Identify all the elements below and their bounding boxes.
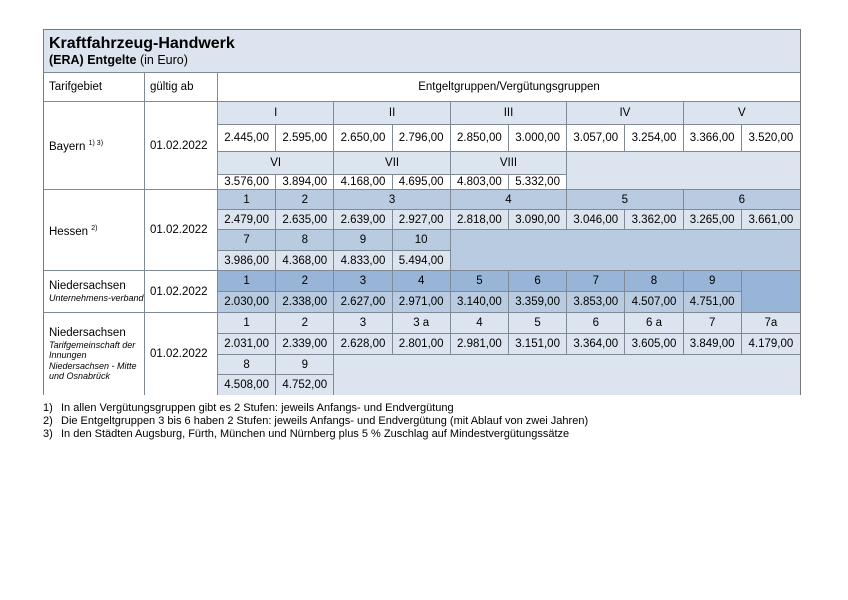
group-label: II (334, 102, 450, 125)
salary-value: 2.338,00 (276, 292, 334, 313)
salary-value: 3.140,00 (451, 292, 509, 313)
footnote-text: In den Städten Augsburg, Fürth, München und Nürnberg plus 5 % Zuschlag auf Mindestvergütungssätze (61, 428, 570, 440)
salary-value: 3.254,00 (625, 125, 683, 152)
salary-value: 4.168,00 (334, 175, 392, 190)
valid-date: 01.02.2022 (145, 271, 218, 313)
salary-value: 2.595,00 (276, 125, 334, 152)
region-bayern (44, 102, 145, 190)
group-label: 7 (218, 230, 276, 251)
empty-cell (451, 230, 800, 271)
empty-cell (567, 152, 800, 190)
group-label: 5 (509, 313, 567, 334)
group-label: 6 (567, 313, 625, 334)
salary-table (43, 29, 801, 395)
salary-value: 2.981,00 (451, 334, 509, 355)
group-label: 5 (451, 271, 509, 292)
salary-value: 3.364,00 (567, 334, 625, 355)
region-hessen (44, 190, 145, 271)
salary-value: 2.850,00 (451, 125, 509, 152)
group-label: VII (334, 152, 450, 175)
salary-value: 3.090,00 (509, 210, 567, 230)
group-label: 5 (567, 190, 683, 210)
salary-value: 2.479,00 (218, 210, 276, 230)
group-label: IV (567, 102, 683, 125)
region-name: Niedersachsen (49, 326, 126, 339)
footnotes (43, 402, 588, 441)
salary-value: 3.986,00 (218, 251, 276, 271)
salary-value: 2.627,00 (334, 292, 392, 313)
valid-date: 01.02.2022 (145, 190, 218, 271)
group-label: I (218, 102, 334, 125)
salary-value: 3.661,00 (742, 210, 800, 230)
salary-value: 3.265,00 (684, 210, 742, 230)
header-entgeltgruppen: Entgeltgruppen/Vergütungsgruppen (218, 73, 800, 102)
region-name: Bayern (49, 140, 86, 153)
salary-value: 4.179,00 (742, 334, 800, 355)
subtitle-rest: (in Euro) (136, 53, 188, 67)
salary-value: 2.628,00 (334, 334, 392, 355)
group-label: 7 (567, 271, 625, 292)
empty-cell (334, 355, 800, 395)
salary-value: 4.508,00 (218, 375, 276, 395)
salary-value: 3.605,00 (625, 334, 683, 355)
footnote-number: 2) (43, 415, 53, 427)
page-subtitle (49, 53, 800, 68)
salary-value: 4.751,00 (684, 292, 742, 313)
group-label: 8 (218, 355, 276, 375)
footnote-number: 1) (43, 402, 53, 414)
group-label: 7 (684, 313, 742, 334)
salary-value: 4.803,00 (451, 175, 509, 190)
header-gueltig-ab: gültig ab (145, 73, 218, 102)
group-label: 6 (684, 190, 800, 210)
subtitle-bold: (ERA) Entgelte (49, 53, 137, 67)
group-label: 1 (218, 271, 276, 292)
salary-value: 3.362,00 (625, 210, 683, 230)
salary-value: 3.359,00 (509, 292, 567, 313)
salary-value: 2.650,00 (334, 125, 392, 152)
salary-value: 3.366,00 (684, 125, 742, 152)
group-label: 3 (334, 190, 450, 210)
salary-value: 2.031,00 (218, 334, 276, 355)
salary-value: 3.853,00 (567, 292, 625, 313)
group-label: 8 (625, 271, 683, 292)
group-label: 7a (742, 313, 800, 334)
valid-date: 01.02.2022 (145, 102, 218, 190)
group-label: 1 (218, 190, 276, 210)
region-subtitle: Unternehmens-verband (49, 292, 144, 303)
group-label: 2 (276, 190, 334, 210)
salary-value: 3.894,00 (276, 175, 334, 190)
group-label: 9 (684, 271, 742, 292)
salary-value: 2.971,00 (393, 292, 451, 313)
salary-value: 3.000,00 (509, 125, 567, 152)
salary-value: 3.576,00 (218, 175, 276, 190)
group-label: VI (218, 152, 334, 175)
group-label: 3 (334, 271, 392, 292)
region-niedersachsen-uv (44, 271, 145, 313)
group-label: 9 (276, 355, 334, 375)
region-name: Hessen (49, 225, 88, 238)
group-label: 3 a (393, 313, 451, 334)
footnote-number: 3) (43, 428, 53, 440)
group-label: 2 (276, 313, 334, 334)
footnote-ref: 1) 3) (88, 140, 104, 148)
salary-value: 2.339,00 (276, 334, 334, 355)
footnote (43, 415, 588, 428)
salary-value: 2.445,00 (218, 125, 276, 152)
group-label: 9 (334, 230, 392, 251)
group-label: 10 (393, 230, 451, 251)
region-subtitle: Tarifgemeinschaft der Innungen Niedersachsen - Mitte und Osnabrück (49, 339, 137, 381)
salary-value: 2.796,00 (393, 125, 451, 152)
group-label: 1 (218, 313, 276, 334)
salary-value: 3.046,00 (567, 210, 625, 230)
salary-value: 3.520,00 (742, 125, 800, 152)
salary-value: 3.057,00 (567, 125, 625, 152)
group-label: III (451, 102, 567, 125)
region-niedersachsen-ti (44, 313, 145, 395)
group-label: 6 (509, 271, 567, 292)
salary-value: 3.151,00 (509, 334, 567, 355)
salary-value: 2.639,00 (334, 210, 392, 230)
group-label: 4 (451, 190, 567, 210)
page-title: Kraftfahrzeug-Handwerk (49, 35, 235, 52)
salary-value: 5.332,00 (509, 175, 567, 190)
header-tarifgebiet: Tarifgebiet (44, 73, 145, 102)
empty-cell (742, 271, 800, 313)
salary-value: 4.507,00 (625, 292, 683, 313)
footnote-text: Die Entgeltgruppen 3 bis 6 haben 2 Stufen: jeweils Anfangs- und Endvergütung (mit Ablauf von zwei Jahren) (61, 415, 589, 427)
salary-value: 3.849,00 (684, 334, 742, 355)
salary-value: 2.818,00 (451, 210, 509, 230)
salary-value: 2.030,00 (218, 292, 276, 313)
group-label: 4 (451, 313, 509, 334)
group-label: VIII (451, 152, 567, 175)
group-label: 8 (276, 230, 334, 251)
salary-value: 2.927,00 (393, 210, 451, 230)
group-label: 3 (334, 313, 392, 334)
footnote-text: In allen Vergütungsgruppen gibt es 2 Stufen: jeweils Anfangs- und Endvergütung (61, 402, 454, 414)
salary-value: 2.801,00 (393, 334, 451, 355)
footnote (43, 428, 588, 441)
group-label: 4 (393, 271, 451, 292)
valid-date: 01.02.2022 (145, 313, 218, 395)
group-label: 6 a (625, 313, 683, 334)
region-name: Niedersachsen (49, 279, 126, 292)
salary-value: 5.494,00 (393, 251, 451, 271)
salary-value: 4.752,00 (276, 375, 334, 395)
group-label: V (684, 102, 800, 125)
table-title-block (44, 30, 800, 73)
salary-value: 4.368,00 (276, 251, 334, 271)
salary-value: 2.635,00 (276, 210, 334, 230)
salary-value: 4.695,00 (393, 175, 451, 190)
footnote (43, 402, 588, 415)
footnote-ref: 2) (91, 224, 98, 232)
salary-value: 4.833,00 (334, 251, 392, 271)
group-label: 2 (276, 271, 334, 292)
